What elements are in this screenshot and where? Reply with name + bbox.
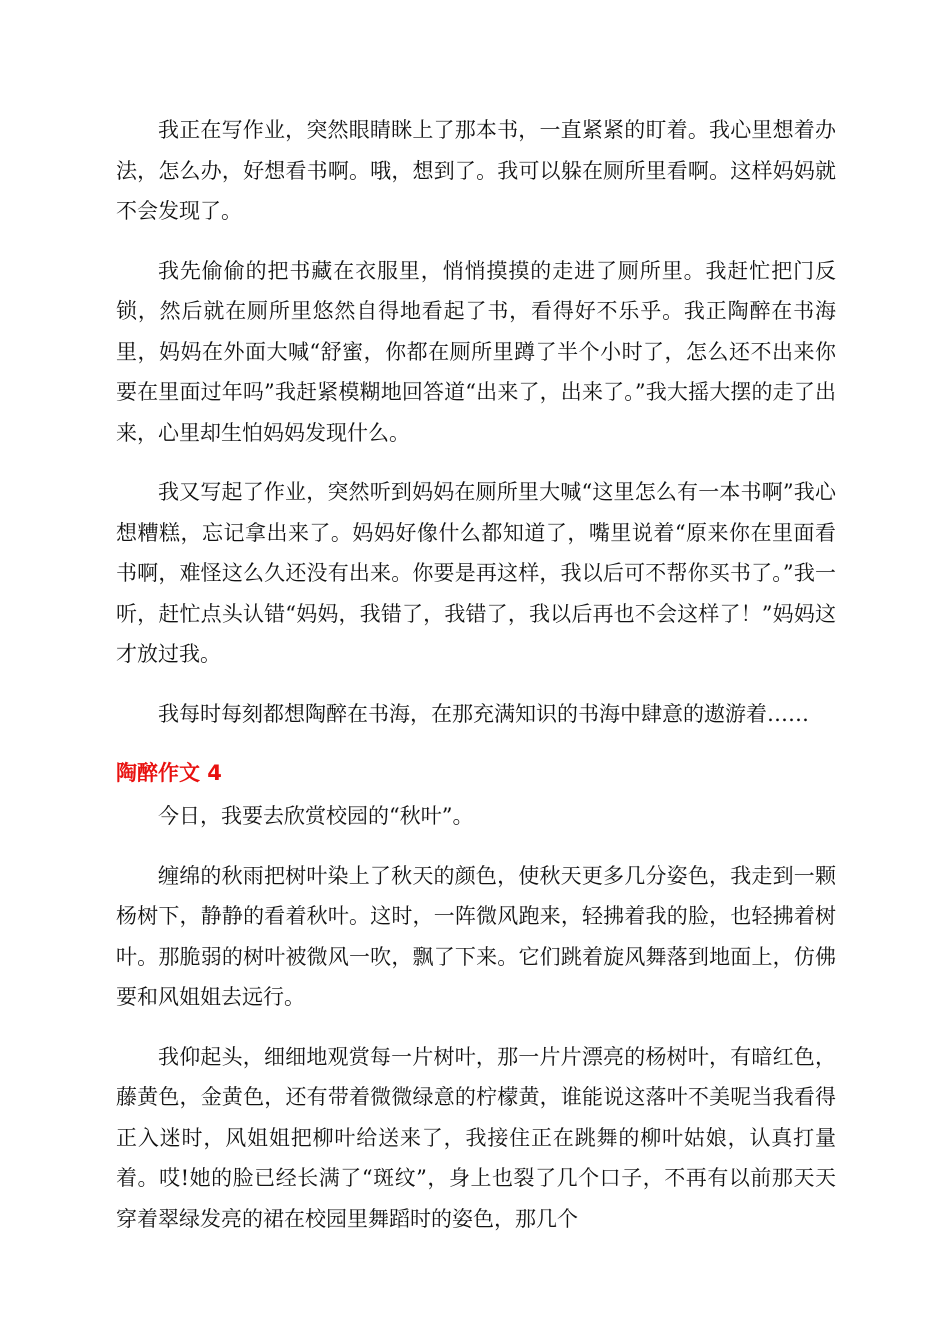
paragraph: 我又写起了作业，突然听到妈妈在厕所里大喊“这里怎么有一本书啊”我心想糟糕，忘记拿出来了。妈妈好像什么都知道了，嘴里说着“原来你在里面看书啊，难怪这么久还没有出来。你要是再这样，我以后可不帮你买书了。”我一听，赶忙点头认错“妈妈，我错了，我错了，我以后再也不会这样了！”妈妈这才放过我。 [116, 480, 836, 666]
paragraph: 我先偷偷的把书藏在衣服里，悄悄摸摸的走进了厕所里。我赶忙把门反锁，然后就在厕所里悠然自得地看起了书，看得好不乐乎。我正陶醉在书海里，妈妈在外面大喊“舒蜜，你都在厕所里蹲了半个小时了，怎么还不出来你要在里面过年吗”我赶紧模糊地回答道“出来了，出来了。”我大摇大摆的走了出来，心里却生怕妈妈发现什么。 [116, 258, 836, 445]
section-heading: 陶醉作文 4 [116, 761, 222, 785]
paragraph: 我仰起头，细细地观赏每一片树叶，那一片片漂亮的杨树叶，有暗红色，藤黄色，金黄色，还有带着微微绿意的柠檬黄，谁能说这落叶不美呢当我看得正入迷时，风姐姐把柳叶给送来了，我接住正在跳舞的柳叶姑娘，认真打量着。哎!她的脸已经长满了“斑纹”，身上也裂了几个口子，不再有以前那天天穿着翠绿发亮的裙在校园里舞蹈时的姿色，那几个 [116, 1044, 836, 1231]
paragraph: 我正在写作业，突然眼睛眯上了那本书，一直紧紧的盯着。我心里想着办法，怎么办，好想看书啊。哦，想到了。我可以躲在厕所里看啊。这样妈妈就不会发现了。 [116, 118, 836, 223]
document-body [116, 110, 836, 1258]
paragraph: 我每时每刻都想陶醉在书海，在那充满知识的书海中肆意的遨游着…… [158, 701, 809, 726]
paragraph: 缠绵的秋雨把树叶染上了秋天的颜色，使秋天更多几分姿色，我走到一颗杨树下，静静的看着秋叶。这时，一阵微风跑来，轻拂着我的脸，也轻拂着树叶。那脆弱的树叶被微风一吹，飘了下来。它们跳着旋风舞落到地面上，仿佛要和风姐姐去远行。 [116, 863, 836, 1009]
paragraph: 今日，我要去欣赏校园的“秋叶”。 [158, 804, 474, 828]
